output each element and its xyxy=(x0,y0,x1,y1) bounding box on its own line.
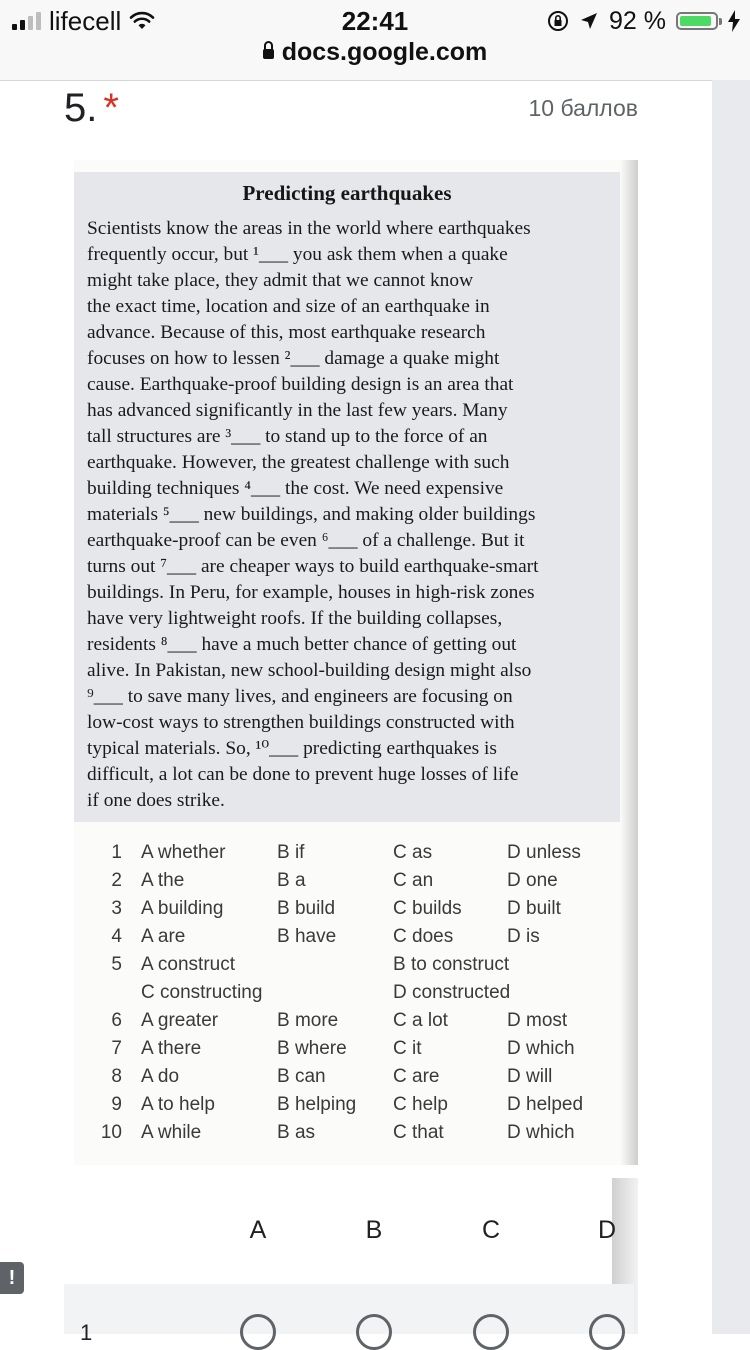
option-number: 3 xyxy=(111,898,122,919)
passage-line: alive. In Pakistan, new school-building design might also xyxy=(87,660,532,681)
question-title xyxy=(64,86,119,131)
passage-line: difficult, a lot can be done to prevent huge losses of life xyxy=(87,764,519,785)
passage-line: ⁹___ to save many lives, and engineers are focusing on xyxy=(87,686,513,707)
rotation-lock-icon xyxy=(547,10,569,32)
side-panel xyxy=(712,80,750,1334)
option-b: B have xyxy=(277,926,337,947)
option-number: 7 xyxy=(111,1038,122,1059)
option-a: C constructing xyxy=(141,982,263,1003)
option-c: C as xyxy=(393,842,433,863)
option-c: C a lot xyxy=(393,1010,448,1031)
option-d: D built xyxy=(507,898,561,919)
answer-row xyxy=(74,1036,620,1064)
option-c: C help xyxy=(393,1094,448,1115)
location-arrow-icon xyxy=(579,11,599,31)
status-bar xyxy=(0,0,750,81)
column-header-d: D xyxy=(597,1216,617,1244)
option-c: C does xyxy=(393,926,454,947)
passage-line: earthquake. However, the greatest challenge with such xyxy=(87,452,510,473)
option-b: B as xyxy=(277,1122,316,1143)
option-b: B a xyxy=(277,870,306,891)
option-a: A the xyxy=(141,870,185,891)
passage-line: if one does strike. xyxy=(87,790,225,811)
answer-row xyxy=(74,840,620,868)
option-number: 9 xyxy=(111,1094,122,1115)
answer-row xyxy=(74,896,620,924)
passage-line: the exact time, location and size of an earthquake in xyxy=(87,296,490,317)
option-c: C that xyxy=(393,1122,444,1143)
column-header-a: A xyxy=(249,1216,267,1244)
answer-row xyxy=(74,952,620,980)
option-b: B can xyxy=(277,1066,326,1087)
passage-line: has advanced significantly in the last few years. Many xyxy=(87,400,508,421)
battery-percent: 92 % xyxy=(609,6,666,35)
question-points: 10 баллов xyxy=(528,95,638,121)
option-c: C it xyxy=(393,1038,422,1059)
question-image xyxy=(74,160,638,1165)
lock-icon xyxy=(263,49,274,59)
option-c: B to construct xyxy=(393,954,510,975)
option-a: A do xyxy=(141,1066,180,1087)
passage-line: residents ⁸___ have a much better chance of getting out xyxy=(87,634,517,655)
passage-line: might take place, they admit that we cannot know xyxy=(87,270,474,291)
question-number: 5. xyxy=(64,86,98,130)
option-b: B more xyxy=(277,1010,339,1031)
url-text: docs.google.com xyxy=(281,38,488,66)
passage-line: frequently occur, but ¹___ you ask them when a quake xyxy=(87,244,508,265)
answer-row xyxy=(74,1092,620,1120)
option-d: D helped xyxy=(507,1094,584,1115)
answer-row xyxy=(74,1120,620,1148)
answer-row xyxy=(74,868,620,896)
option-d: D unless xyxy=(507,842,581,863)
option-number: 2 xyxy=(111,870,122,891)
option-c: C are xyxy=(393,1066,440,1087)
option-number: 1 xyxy=(111,842,122,863)
option-c: C builds xyxy=(393,898,462,919)
option-number: 8 xyxy=(111,1066,122,1087)
charging-bolt-icon xyxy=(728,10,740,32)
required-asterisk: * xyxy=(103,86,119,130)
option-b: B where xyxy=(277,1038,347,1059)
option-number: 5 xyxy=(111,954,122,975)
column-header-c: C xyxy=(481,1216,501,1244)
url-bar[interactable] xyxy=(0,38,750,67)
option-a: A to help xyxy=(141,1094,215,1115)
option-b: B build xyxy=(277,898,336,919)
clock: 22:41 xyxy=(341,6,409,36)
passage-line: building techniques ⁴___ the cost. We need expensive xyxy=(87,478,504,499)
radio-row1-c[interactable] xyxy=(473,1314,509,1350)
passage-line: cause. Earthquake-proof building design is an area that xyxy=(87,374,514,395)
passage-line: low-cost ways to strengthen buildings constructed with xyxy=(87,712,515,733)
error-indicator-icon: ! xyxy=(0,1262,24,1294)
answer-row xyxy=(74,980,620,1008)
option-a: A whether xyxy=(141,842,226,863)
option-d: D is xyxy=(507,926,540,947)
option-d: D will xyxy=(507,1066,553,1087)
option-a: A greater xyxy=(141,1010,219,1031)
option-c: C an xyxy=(393,870,434,891)
answer-row xyxy=(74,1064,620,1092)
option-number: 4 xyxy=(111,926,122,947)
option-d: D which xyxy=(507,1122,575,1143)
option-a: A building xyxy=(141,898,224,919)
passage-title: Predicting earthquakes xyxy=(242,181,452,205)
option-d: D one xyxy=(507,870,558,891)
battery-icon xyxy=(676,12,718,30)
radio-row1-a[interactable] xyxy=(240,1314,276,1350)
option-number: 6 xyxy=(111,1010,122,1031)
answer-row xyxy=(74,1008,620,1036)
passage-line: buildings. In Peru, for example, houses in high-risk zones xyxy=(87,582,535,603)
passage-text xyxy=(87,216,627,814)
page-edge-shadow xyxy=(620,160,638,1165)
carrier-name: lifecell xyxy=(49,5,122,36)
answer-row xyxy=(74,924,620,952)
passage-line: tall structures are ³___ to stand up to the force of an xyxy=(87,426,488,447)
passage-line: materials ⁵___ new buildings, and making older buildings xyxy=(87,504,536,525)
passage-line: focuses on how to lessen ²___ damage a quake might xyxy=(87,348,500,369)
option-b: B helping xyxy=(277,1094,357,1115)
grid-row-label: 1 xyxy=(80,1320,93,1345)
option-d: D most xyxy=(507,1010,568,1031)
option-a: A construct xyxy=(141,954,235,975)
passage-line: turns out ⁷___ are cheaper ways to build earthquake-smart xyxy=(87,556,539,577)
radio-row1-d[interactable] xyxy=(589,1314,625,1350)
option-number: 10 xyxy=(100,1122,122,1143)
passage-line: advance. Because of this, most earthquake research xyxy=(87,322,486,343)
status-right xyxy=(547,6,740,36)
passage-line: earthquake-proof can be even ⁶___ of a challenge. But it xyxy=(87,530,525,551)
column-header-b: B xyxy=(365,1216,383,1244)
radio-row1-b[interactable] xyxy=(356,1314,392,1350)
option-d: D which xyxy=(507,1038,575,1059)
grid-row xyxy=(64,1284,634,1334)
option-a: A while xyxy=(141,1122,202,1143)
passage-line: have very lightweight roofs. If the building collapses, xyxy=(87,608,503,629)
answer-options xyxy=(74,840,620,1148)
option-b: B if xyxy=(277,842,305,863)
option-a: A are xyxy=(141,926,186,947)
option-c: D constructed xyxy=(393,982,511,1003)
passage-line: typical materials. So, ¹⁰___ predicting earthquakes is xyxy=(87,738,497,759)
option-a: A there xyxy=(141,1038,202,1059)
passage-line: Scientists know the areas in the world where earthquakes xyxy=(87,218,531,239)
